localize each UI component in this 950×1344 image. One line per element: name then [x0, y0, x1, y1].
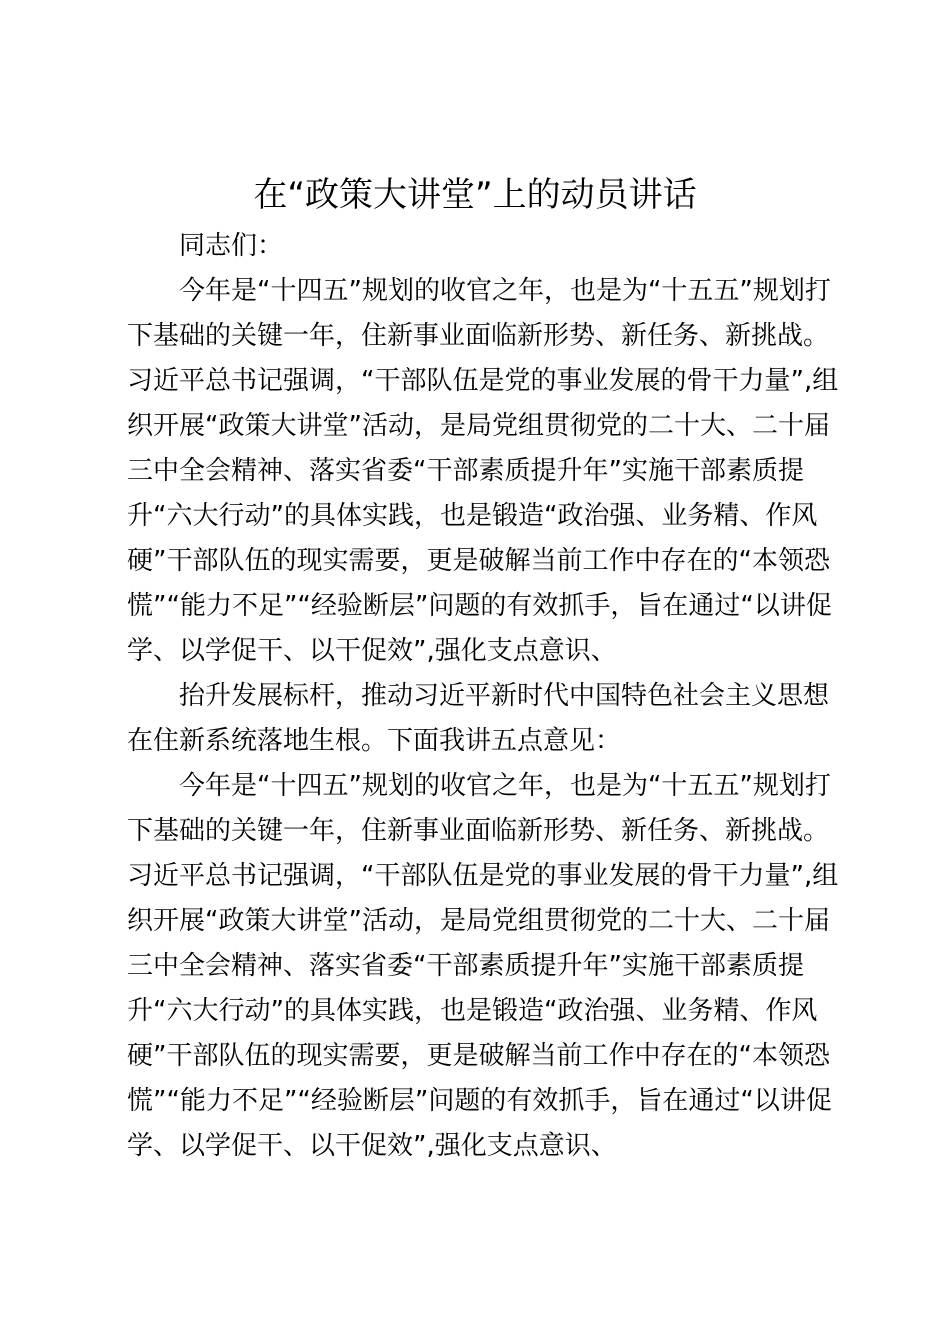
- paragraph-3-line-4: 织开展“政策大讲堂”活动，是局党组贯彻党的二十大、二十届: [127, 906, 830, 936]
- paragraph-1-line-3: 习近平总书记强调，“干部队伍是党的事业发展的骨干力量”,组: [127, 366, 839, 396]
- paragraph-3-line-8: 慌”“能力不足”“经验断层”问题的有效抓手，旨在通过“以讲促: [127, 1086, 832, 1116]
- paragraph-3-line-9: 学、以学促干、以干促效”,强化支点意识、: [127, 1131, 617, 1161]
- paragraph-1-line-7: 硬”干部队伍的现实需要，更是破解当前工作中存在的“本领恐: [127, 546, 830, 576]
- paragraph-3-line-6: 升“六大行动”的具体实践，也是锻造“政治强、业务精、作风: [127, 996, 818, 1026]
- paragraph-1-line-1: 今年是“十四五”规划的收官之年，也是为“十五五”规划打: [179, 276, 831, 306]
- paragraph-1-line-2: 下基础的关键一年，住新事业面临新形势、新任务、新挑战。: [127, 321, 830, 351]
- paragraph-3-line-7: 硬”干部队伍的现实需要，更是破解当前工作中存在的“本领恐: [127, 1041, 830, 1071]
- paragraph-1-line-4: 织开展“政策大讲堂”活动，是局党组贯彻党的二十大、二十届: [127, 411, 830, 441]
- paragraph-1-line-6: 升“六大行动”的具体实践，也是锻造“政治强、业务精、作风: [127, 501, 818, 531]
- document-title: 在“政策大讲堂”上的动员讲话: [253, 175, 697, 215]
- paragraph-2-line-1: 抬升发展标杆，推动习近平新时代中国特色社会主义思想: [179, 681, 830, 711]
- paragraph-3-line-2: 下基础的关键一年，住新事业面临新形势、新任务、新挑战。: [127, 816, 830, 846]
- paragraph-3-line-5: 三中全会精神、落实省委“干部素质提升年”实施干部素质提: [127, 951, 804, 981]
- paragraph-1-line-8: 慌”“能力不足”“经验断层”问题的有效抓手，旨在通过“以讲促: [127, 591, 832, 621]
- salutation: 同志们：: [179, 231, 284, 261]
- paragraph-3-line-1: 今年是“十四五”规划的收官之年，也是为“十五五”规划打: [179, 771, 831, 801]
- paragraph-1-line-5: 三中全会精神、落实省委“干部素质提升年”实施干部素质提: [127, 456, 804, 486]
- paragraph-3-line-3: 习近平总书记强调，“干部队伍是党的事业发展的骨干力量”,组: [127, 861, 839, 891]
- paragraph-1-line-9: 学、以学促干、以干促效”,强化支点意识、: [127, 636, 617, 666]
- paragraph-2-line-2: 在住新系统落地生根。下面我讲五点意见：: [127, 726, 622, 756]
